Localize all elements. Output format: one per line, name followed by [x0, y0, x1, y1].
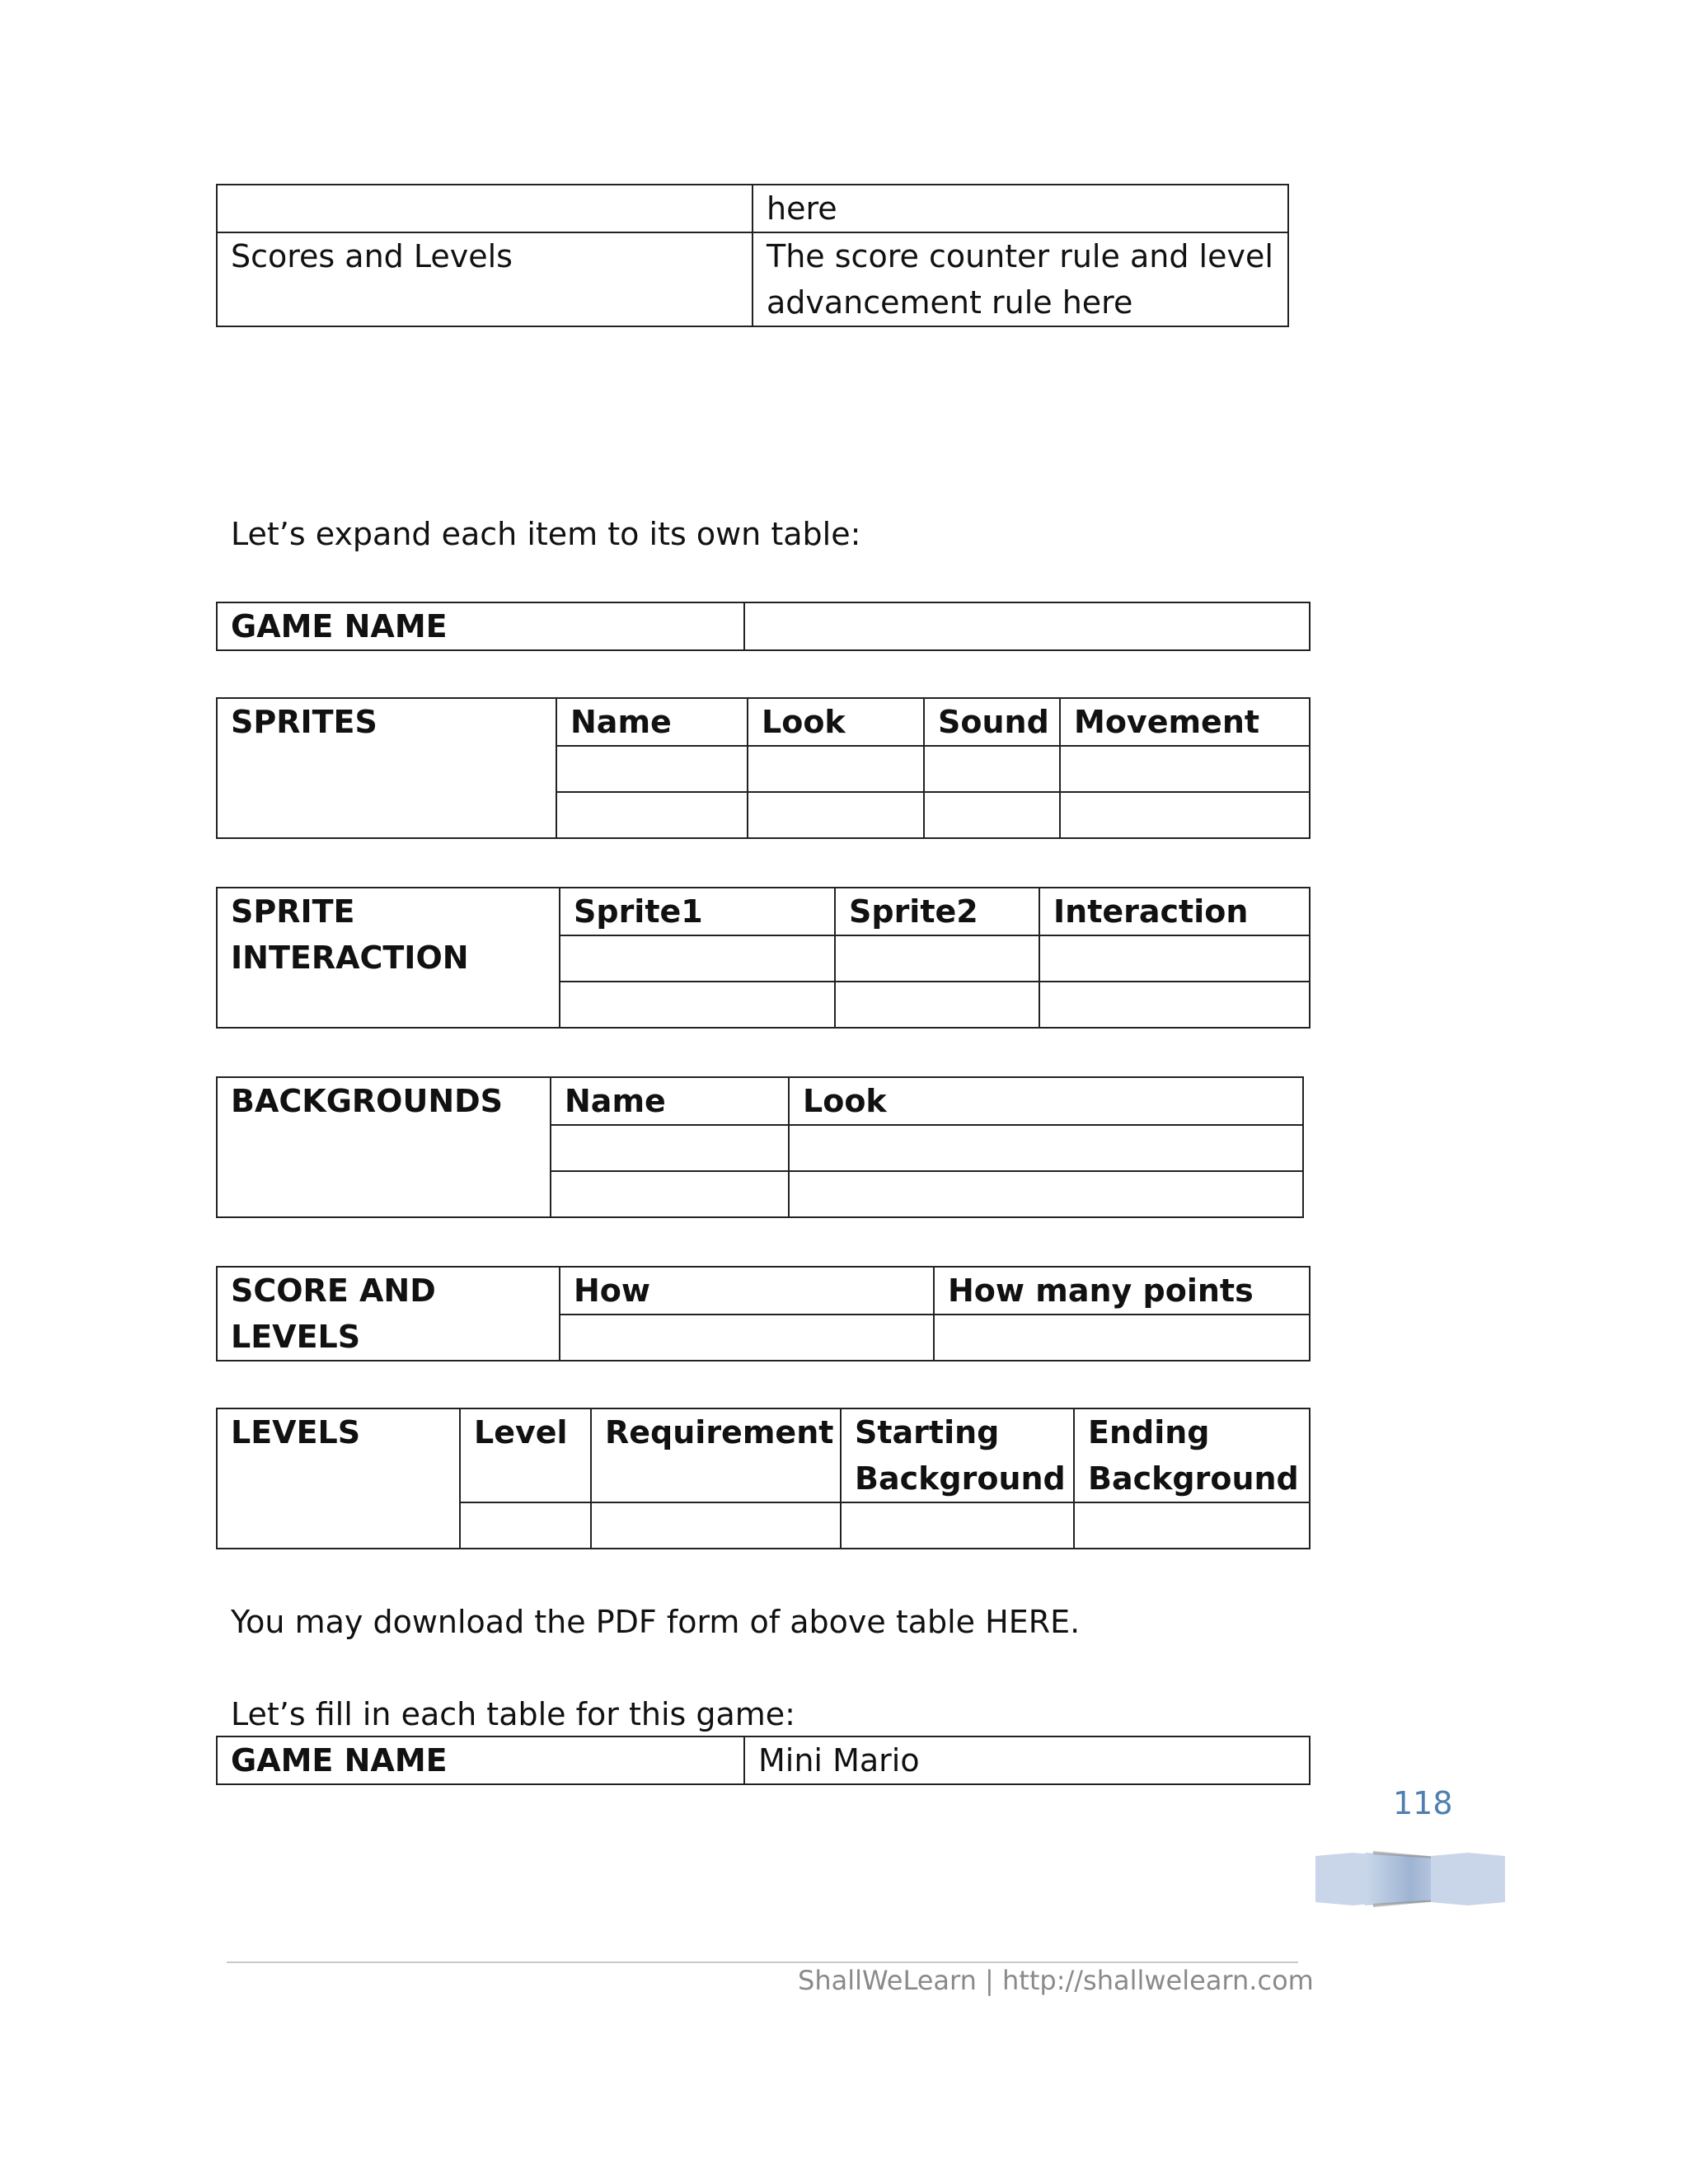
table-cell[interactable] [924, 792, 1060, 838]
sprites-table [216, 697, 1311, 839]
table-cell[interactable] [460, 1502, 591, 1549]
table-cell[interactable] [748, 746, 924, 792]
levels-header-level: Level [460, 1408, 591, 1502]
table-cell[interactable] [841, 1502, 1074, 1549]
sprites-header-movement: Movement [1060, 698, 1310, 746]
table-cell[interactable] [1060, 792, 1310, 838]
score-header-points: How many points [934, 1267, 1310, 1315]
table-cell[interactable] [924, 746, 1060, 792]
table-cell[interactable] [551, 1171, 789, 1217]
download-text: You may download the PDF form of above table HERE. [231, 1604, 1081, 1640]
sprite-interaction-table [216, 887, 1311, 1029]
sprite-interaction-header-interaction: Interaction [1039, 888, 1310, 935]
score-table [216, 1266, 1311, 1361]
table-cell[interactable] [591, 1502, 841, 1549]
rules-cell-empty [217, 185, 753, 232]
table-cell[interactable] [748, 792, 924, 838]
sprites-label: SPRITES [217, 698, 556, 838]
sprites-header-name: Name [556, 698, 748, 746]
table-cell[interactable] [1039, 982, 1310, 1028]
table-cell[interactable] [556, 792, 748, 838]
table-cell[interactable] [560, 935, 835, 982]
levels-header-ending-background: Ending Background [1074, 1408, 1310, 1502]
game-name-label: GAME NAME [217, 602, 744, 650]
sprites-header-sound: Sound [924, 698, 1060, 746]
filled-game-name-label: GAME NAME [217, 1736, 744, 1784]
table-cell[interactable] [560, 1315, 934, 1361]
rules-cell-here: here [753, 185, 1288, 232]
sprite-interaction-label: SPRITE INTERACTION [217, 888, 560, 1028]
levels-label: LEVELS [217, 1408, 460, 1549]
intro-text: Let’s expand each item to its own table: [231, 516, 861, 552]
table-cell[interactable] [556, 746, 748, 792]
table-cell[interactable] [835, 982, 1039, 1028]
table-cell[interactable] [560, 982, 835, 1028]
score-label: SCORE AND LEVELS [217, 1267, 560, 1361]
levels-header-requirement: Requirement [591, 1408, 841, 1502]
table-cell[interactable] [551, 1125, 789, 1171]
table-cell[interactable] [934, 1315, 1310, 1361]
page-ribbon-icon [1315, 1849, 1505, 1909]
table-cell[interactable] [835, 935, 1039, 982]
rules-table [216, 184, 1289, 327]
table-cell[interactable] [1060, 746, 1310, 792]
backgrounds-label: BACKGROUNDS [217, 1077, 551, 1217]
fill-text: Let’s fill in each table for this game: [231, 1696, 795, 1732]
table-cell[interactable] [1074, 1502, 1310, 1549]
filled-game-name-value[interactable]: Mini Mario [744, 1736, 1310, 1784]
score-header-how: How [560, 1267, 934, 1315]
game-name-table [216, 602, 1311, 651]
levels-header-starting-background: Starting Background [841, 1408, 1074, 1502]
rules-cell-scores-levels: Scores and Levels [217, 232, 753, 326]
footer-divider [227, 1961, 1298, 1963]
table-cell[interactable] [789, 1125, 1303, 1171]
filled-game-name-table [216, 1736, 1311, 1785]
rules-cell-score-rule: The score counter rule and level advancement rule here [753, 232, 1288, 326]
backgrounds-header-look: Look [789, 1077, 1303, 1125]
sprite-interaction-header-sprite2: Sprite2 [835, 888, 1039, 935]
levels-table [216, 1408, 1311, 1549]
backgrounds-table [216, 1076, 1304, 1218]
table-cell[interactable] [1039, 935, 1310, 982]
sprites-header-look: Look [748, 698, 924, 746]
game-name-value[interactable] [744, 602, 1310, 650]
footer-text: ShallWeLearn | http://shallwelearn.com [798, 1965, 1314, 1996]
table-cell[interactable] [789, 1171, 1303, 1217]
sprite-interaction-header-sprite1: Sprite1 [560, 888, 835, 935]
backgrounds-header-name: Name [551, 1077, 789, 1125]
page-number: 118 [1393, 1785, 1453, 1821]
